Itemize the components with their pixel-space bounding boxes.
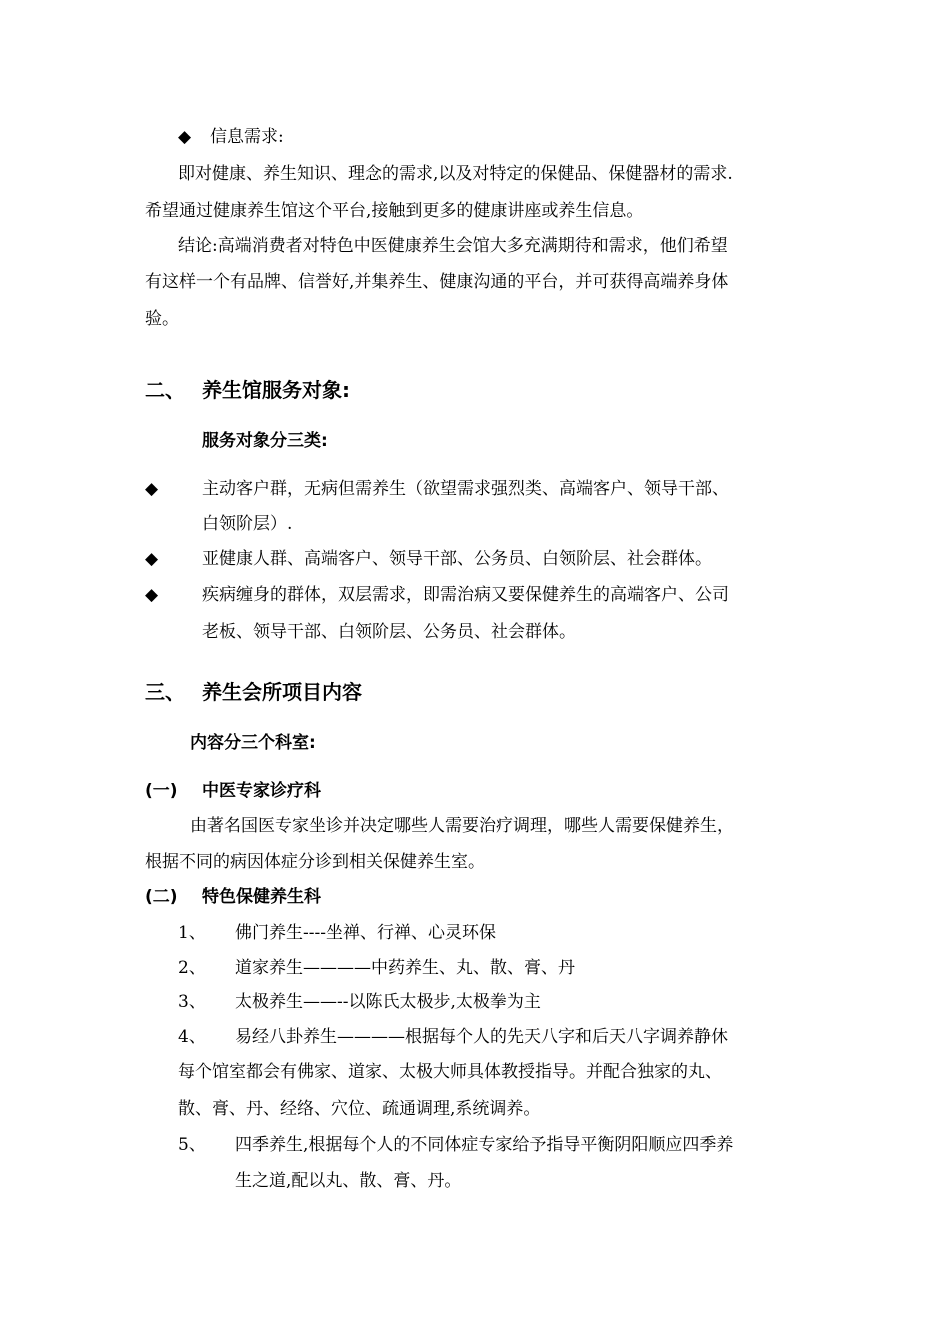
section-3-number: 三、 (145, 680, 185, 704)
section-3-title: 养生会所项目内容 (202, 680, 362, 704)
bullet-icon: ◆ (145, 549, 159, 569)
section-2-number: 二、 (145, 378, 185, 402)
service-item-2-line-1: 亚健康人群、高端客户、领导干部、公务员、白领阶层、社会群体。 (202, 549, 712, 569)
list-item-text: 佛门养生----坐禅、行禅、心灵环保 (235, 923, 496, 943)
service-item-1-line-2: 白领阶层）. (202, 514, 293, 534)
subsection-2-number: (二) (145, 887, 178, 907)
subsection-1-number: (一) (145, 781, 178, 801)
list-item-text: 太极养生——--以陈氏太极步,太极拳为主 (235, 992, 541, 1012)
bullet-icon: ◆ (145, 585, 159, 605)
conclusion-line-2: 有这样一个有品牌、信誉好,并集养生、健康沟通的平台，并可获得高端养身体 (145, 272, 729, 292)
list-item-5-line-2: 生之道,配以丸、散、膏、丹。 (235, 1171, 462, 1191)
info-need-paragraph-line-2: 希望通过健康养生馆这个平台,接触到更多的健康讲座或养生信息。 (145, 201, 644, 221)
list-item-number: 5、 (178, 1135, 206, 1155)
bullet-icon: ◆ (178, 127, 192, 147)
service-item-1-line-1: 主动客户群，无病但需养生（欲望需求强烈类、高端客户、领导干部、 (202, 479, 729, 499)
note-line-2: 散、膏、丹、经络、穴位、疏通调理,系统调养。 (178, 1099, 541, 1119)
section-3-subtitle: 内容分三个科室: (190, 733, 316, 753)
service-item-3-line-1: 疾病缠身的群体，双层需求，即需治病又要保健养生的高端客户、公司 (202, 585, 729, 605)
note-line-1: 每个馆室都会有佛家、道家、太极大师具体教授指导。并配合独家的丸、 (178, 1062, 722, 1082)
service-item-3-line-2: 老板、领导干部、白领阶层、公务员、社会群体。 (202, 622, 576, 642)
list-item-5-line-1: 四季养生,根据每个人的不同体症专家给予指导平衡阴阳顺应四季养 (235, 1135, 734, 1155)
subsection-2-title: 特色保健养生科 (202, 887, 321, 907)
list-item-number: 2、 (178, 958, 206, 978)
list-item-number: 1、 (178, 923, 206, 943)
conclusion-line-3: 验。 (145, 309, 179, 329)
subsection-1-title: 中医专家诊疗科 (202, 781, 321, 801)
info-need-heading: 信息需求: (210, 127, 284, 147)
section-2-subtitle: 服务对象分三类: (202, 431, 328, 451)
conclusion-line-1: 结论:高端消费者对特色中医健康养生会馆大多充满期待和需求，他们希望 (178, 236, 728, 256)
list-item-text: 易经八卦养生————根据每个人的先天八字和后天八字调养静休 (235, 1027, 728, 1047)
bullet-icon: ◆ (145, 479, 159, 499)
list-item-number: 3、 (178, 992, 206, 1012)
list-item-text: 道家养生————中药养生、丸、散、膏、丹 (235, 958, 575, 978)
info-need-paragraph-line-1: 即对健康、养生知识、理念的需求,以及对特定的保健品、保健器材的需求. (178, 164, 733, 184)
subsection-1-paragraph-line-1: 由著名国医专家坐诊并决定哪些人需要治疗调理，哪些人需要保健养生， (190, 816, 734, 836)
subsection-1-paragraph-line-2: 根据不同的病因体症分诊到相关保健养生室。 (145, 852, 485, 872)
section-2-title: 养生馆服务对象: (202, 378, 350, 402)
list-item-number: 4、 (178, 1027, 206, 1047)
